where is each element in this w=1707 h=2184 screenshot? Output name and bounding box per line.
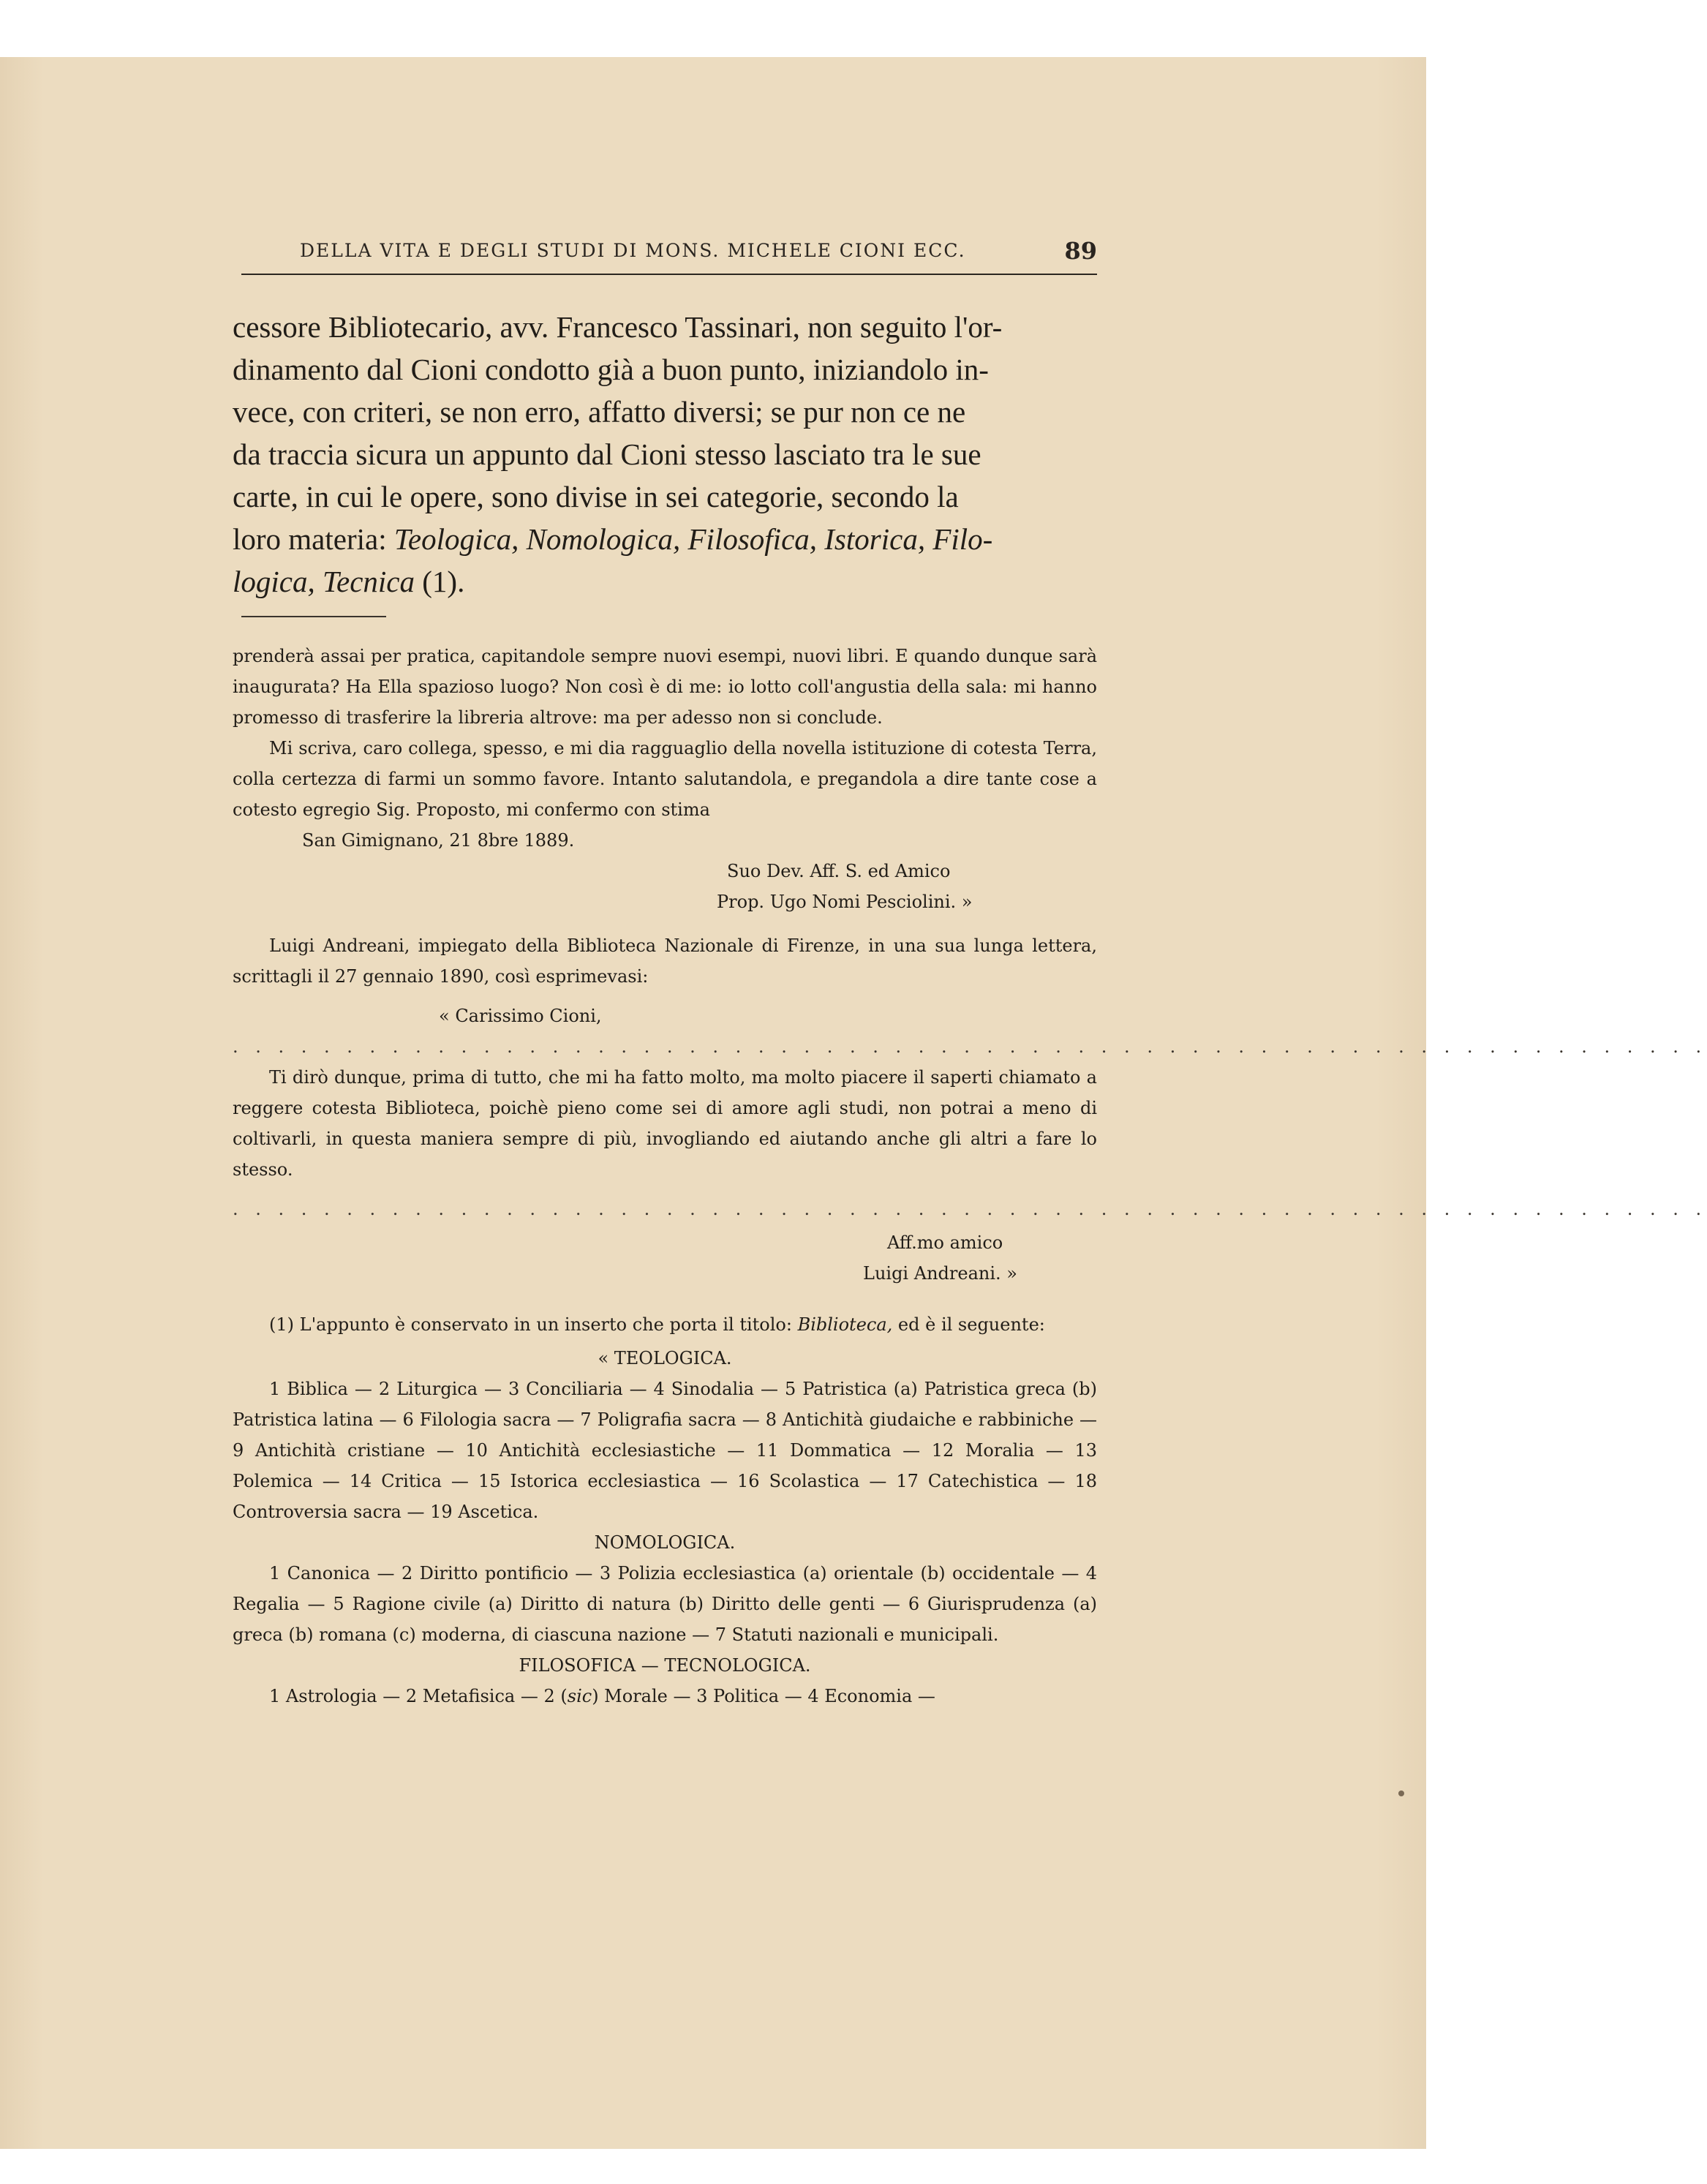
place-date: San Gimignano, 21 8bre 1889. bbox=[302, 830, 575, 851]
letter-paragraph: Mi scriva, caro collega, spesso, e mi dia ragguaglio della novella istituzione di cotesta Terra, colla certezza di farmi un sommo favore. Intanto salutandola, e pregandola a dire tante cose a cotesto egregio Sig. Proposto, mi confermo con stima bbox=[233, 738, 1097, 820]
categories-italic: logica, Tecnica bbox=[233, 565, 415, 598]
signature-line: Prop. Ugo Nomi Pesciolini. » bbox=[717, 892, 973, 912]
letter-paragraph: Ti dirò dunque, prima di tutto, che mi ha fatto molto, ma molto piacere il saperti chiamato a reggere cotesta Biblioteca, poichè pieno come sei di amore agli studi, non potrai a meno di coltivarli, in questa maniera sempre di più, invogliando ed aiutando anche gli altri a fare lo stesso. bbox=[233, 1067, 1097, 1180]
category-heading: « TEOLOGICA. bbox=[598, 1348, 732, 1368]
category-heading: FILOSOFICA — TECNOLOGICA. bbox=[519, 1655, 811, 1676]
letter-from-nomi bbox=[233, 641, 1707, 1289]
footnote-title-italic: Biblioteca, bbox=[797, 1314, 893, 1335]
page-number: 89 bbox=[1064, 237, 1097, 265]
running-head-title: DELLA VITA E DEGLI STUDI DI MONS. MICHELE CIONI ECC. bbox=[300, 240, 966, 261]
category-list bbox=[233, 1681, 1097, 1712]
main-line: da traccia sicura un appunto dal Cioni stesso lasciato tra le sue bbox=[233, 437, 981, 471]
footnote bbox=[233, 1309, 1097, 1712]
footnote-intro-text: (1) L'appunto è conservato in un inserto che porta il titolo: bbox=[269, 1314, 798, 1335]
main-line-text: loro materia: bbox=[233, 522, 394, 556]
main-line: cessore Bibliotecario, avv. Francesco Tassinari, non seguito l'or- bbox=[233, 310, 1003, 344]
category-heading: NOMOLOGICA. bbox=[594, 1532, 736, 1553]
footnote-intro-text: ed è il seguente: bbox=[892, 1314, 1045, 1335]
running-head bbox=[300, 237, 1097, 265]
paper-speck bbox=[1398, 1790, 1404, 1796]
categories-italic: Teologica, Nomologica, Filosofica, Istorica, Filo- bbox=[393, 522, 993, 556]
intro-paragraph: Luigi Andreani, impiegato della Biblioteca Nazionale di Firenze, in una sua lunga lettera, scrittagli il 27 gennaio 1890, così esprimevasi: bbox=[233, 935, 1097, 987]
closing-line: Luigi Andreani. » bbox=[863, 1263, 1017, 1284]
category-list-text: 1 Astrologia — 2 Metafisica — 2 ( bbox=[269, 1686, 568, 1706]
header-rule bbox=[241, 274, 1097, 275]
main-line: dinamento dal Cioni condotto già a buon punto, iniziandolo in- bbox=[233, 353, 989, 386]
main-line: vece, con criteri, se non erro, affatto diversi; se pur non ce ne bbox=[233, 395, 966, 429]
category-list-text: ) Morale — 3 Politica — 4 Economia — bbox=[592, 1686, 935, 1706]
closing-line: Aff.mo amico bbox=[887, 1232, 1003, 1253]
signature-line: Suo Dev. Aff. S. ed Amico bbox=[727, 861, 951, 881]
letter-paragraph: prenderà assai per pratica, capitandole sempre nuovi esempi, nuovi libri. E quando dunque sarà inaugurata? Ha Ella spazioso luogo? Non così è di me: io lotto coll'angustia della sala: mi hanno promesso di trasferire la libreria altrove: ma per adesso non si conclude. bbox=[233, 646, 1097, 728]
category-list: 1 Biblica — 2 Liturgica — 3 Conciliaria — 4 Sinodalia — 5 Patristica (a) Patristica greca (b) Patristica latina — 6 Filologia sacra — 7 Poligrafia sacra — 8 Antichità giudaiche e rabbiniche — 9 Antichità cristiane — 10 Antichità ecclesiastiche — 11 Dommatica — 12 Moralia — 13 Polemica — 14 Critica — 15 Istorica ecclesiastica — 16 Scolastica — 17 Catechistica — 18 Controversia sacra — 19 Ascetica. bbox=[233, 1379, 1097, 1522]
footnote-rule bbox=[241, 616, 386, 617]
category-list: 1 Canonica — 2 Diritto pontificio — 3 Polizia ecclesiastica (a) orientale (b) occidentale — 4 Regalia — 5 Ragione civile (a) Diritto di natura (b) Diritto delle genti — 6 Giurisprudenza (a) greca (b) romana (c) moderna, di ciascuna nazione — 7 Statuti nazionali e municipali. bbox=[233, 1563, 1097, 1645]
main-line bbox=[233, 518, 1097, 560]
main-line: carte, in cui le opere, sono divise in sei categorie, secondo la bbox=[233, 480, 959, 513]
ellipsis-dots: . . . . . . . . . . . . . . . . . . . . . . . . . . . . . . . . . . . . . . . . . . . . . . . . . . . . . . . . . . . . . . . . . bbox=[233, 1036, 1707, 1057]
salutation: « Carissimo Cioni, bbox=[439, 1006, 602, 1026]
footnote-ref: (1). bbox=[415, 565, 465, 598]
footnote-intro bbox=[233, 1309, 1097, 1340]
ellipsis-dots: . . . . . . . . . . . . . . . . . . . . . . . . . . . . . . . . . . . . . . . . . . . . . . . . . . . . . . . . . . . . . . . . . bbox=[233, 1199, 1707, 1219]
main-line bbox=[233, 560, 1097, 603]
sic-italic: sic bbox=[567, 1686, 592, 1706]
main-text bbox=[233, 306, 1097, 603]
